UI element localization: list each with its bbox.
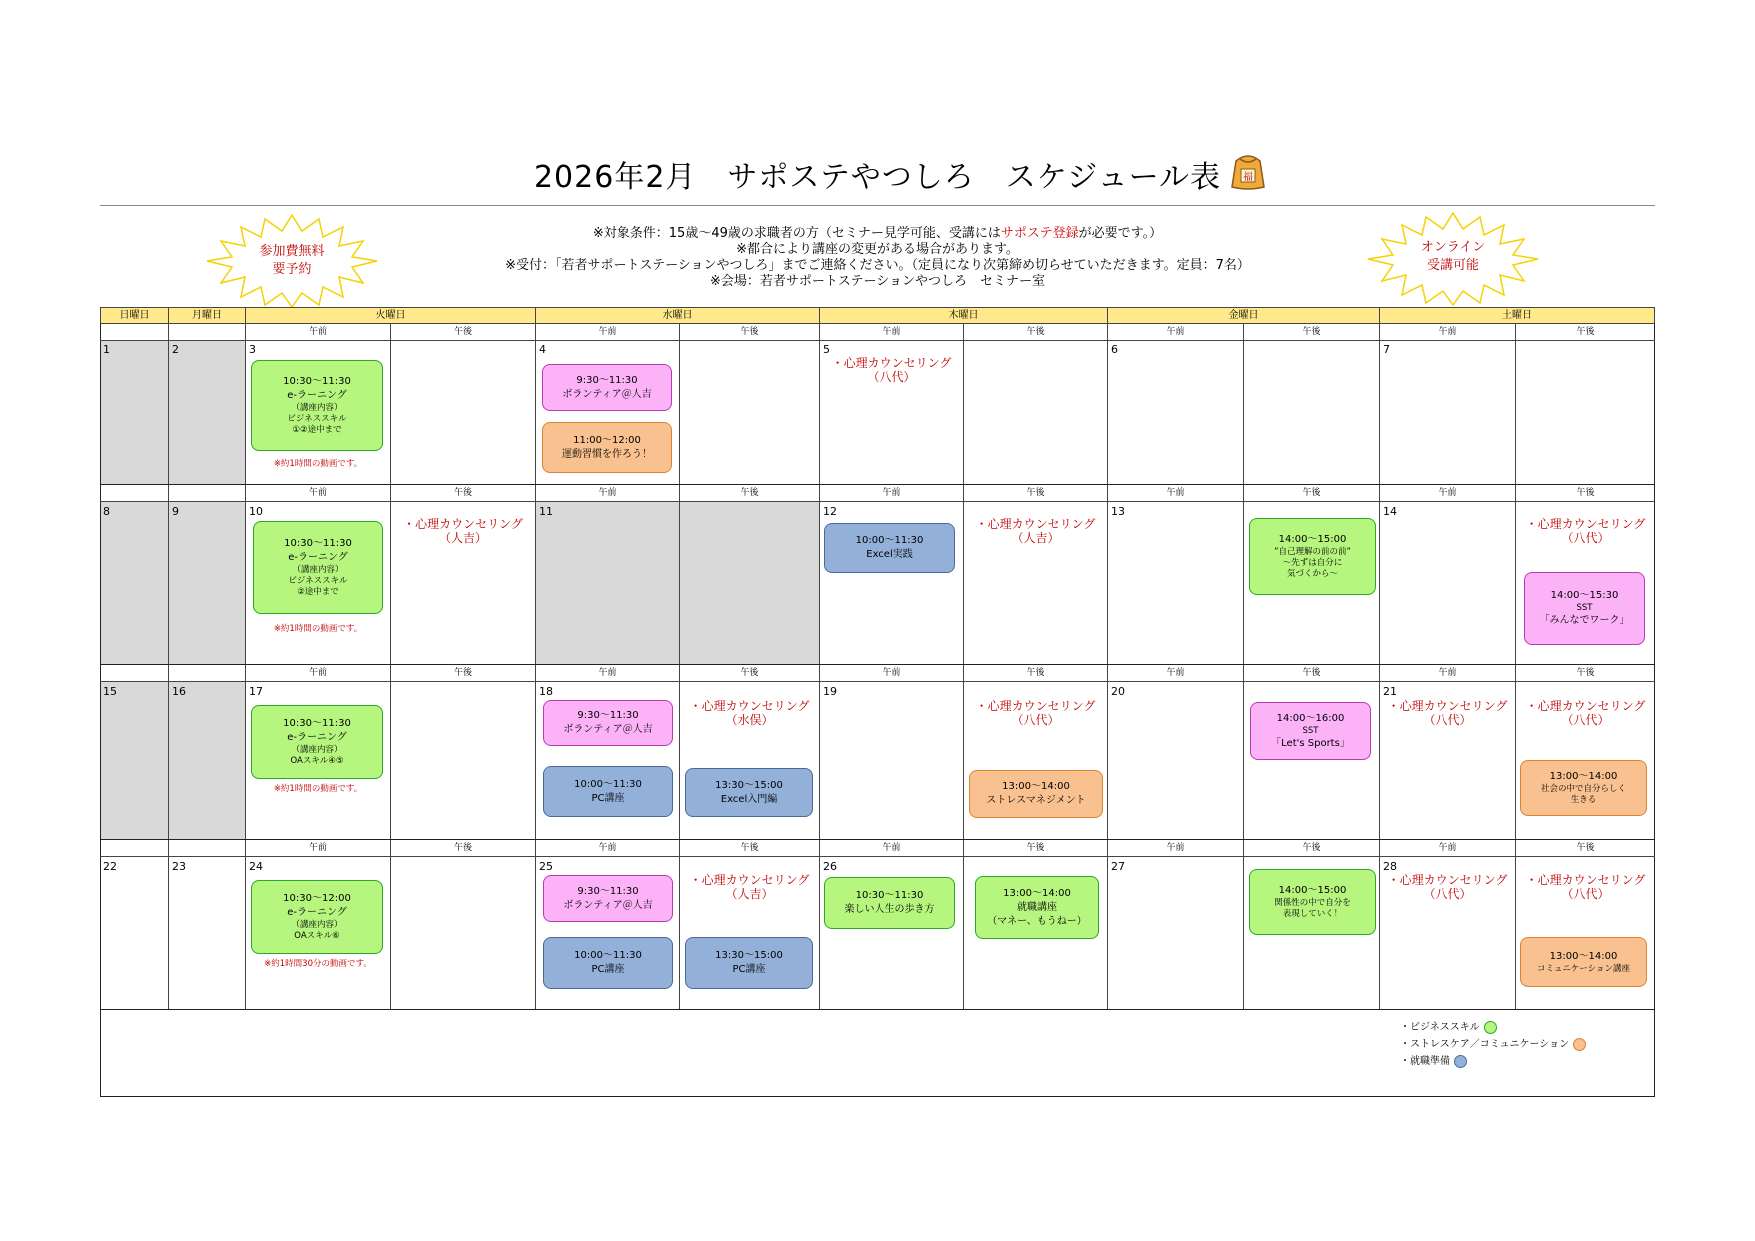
date-number: 3 <box>249 343 256 356</box>
am-label: 午前 <box>1166 668 1185 678</box>
online-badge: オンライン 受講可能 <box>1358 211 1548 307</box>
date-number: 19 <box>823 685 837 698</box>
pm-label: 午後 <box>1302 488 1321 498</box>
pm-label: 午後 <box>1302 843 1321 853</box>
day-header-sat: 土曜日 <box>1379 307 1655 324</box>
date-number: 16 <box>172 685 186 698</box>
event-e-learning[interactable]: 10:30～11:30 e-ラーニング （講座内容） ビジネススキル ②途中まで <box>253 521 383 614</box>
date-number: 17 <box>249 685 263 698</box>
date-number: 10 <box>249 505 263 518</box>
am-label: 午前 <box>1166 327 1185 337</box>
grid-line <box>168 324 169 1009</box>
orange-dot-icon <box>1573 1038 1586 1051</box>
counseling-label: ・心理カウンセリング （八代） <box>831 356 952 384</box>
pm-label: 午後 <box>453 488 472 498</box>
day-header-wed: 水曜日 <box>535 307 820 324</box>
pm-label: 午後 <box>1576 327 1595 337</box>
pm-label: 午後 <box>740 327 759 337</box>
event-e-learning[interactable]: 10:30～11:30 e-ラーニング （講座内容） OAスキル④⑤ <box>251 705 383 779</box>
video-note: ※約1時間の動画です。 <box>273 624 363 634</box>
counseling-label: ・心理カウンセリング （人吉） <box>403 517 523 545</box>
legend-job: ・就職準備 <box>1400 1052 1467 1068</box>
date-number: 4 <box>539 343 546 356</box>
event-excel-intro[interactable]: 13:30～15:00 Excel入門編 <box>685 768 813 817</box>
grid-line <box>100 681 1655 682</box>
pm-label: 午後 <box>453 668 472 678</box>
conditions-notes: ※対象条件：15歳～49歳の求職者の方（セミナー見学可能、受講にはサポステ登録が必要です。） ※都合により講座の変更がある場合があります。 ※受付：「若者サポートステーションやつしろ」までご連絡ください。（定員になり次第締め切らせていただきます。定員：7名） ※会場：若者サポートステーションやつしろ セミナー室 <box>505 226 1250 289</box>
svg-text:福: 福 <box>1243 172 1253 183</box>
pm-label: 午後 <box>453 843 472 853</box>
date-number: 25 <box>539 860 553 873</box>
date-number: 21 <box>1383 685 1397 698</box>
event-exercise[interactable]: 11:00～12:00 運動習慣を作ろう！ <box>542 422 672 473</box>
free-reservation-badge: 参加費無料 要予約 <box>197 213 387 309</box>
event-volunteer[interactable]: 9:30～11:30 ボランティア＠人吉 <box>543 700 673 746</box>
date-number: 18 <box>539 685 553 698</box>
gray-cell <box>536 502 819 664</box>
counseling-label: ・心理カウンセリング （八代） <box>1525 517 1646 545</box>
legend-stress: ・ストレスケア／コミュニケーション <box>1400 1035 1586 1051</box>
gray-cell <box>101 502 245 664</box>
legend-business: ・ビジネススキル <box>1400 1018 1497 1034</box>
green-dot-icon <box>1484 1021 1497 1034</box>
am-label: 午前 <box>1438 488 1457 498</box>
date-number: 26 <box>823 860 837 873</box>
grid-line <box>100 340 1655 341</box>
am-label: 午前 <box>598 843 617 853</box>
counseling-label: ・心理カウンセリング （八代） <box>1387 873 1508 901</box>
date-number: 12 <box>823 505 837 518</box>
event-pc-course[interactable]: 10:00～11:30 PC講座 <box>543 766 673 817</box>
am-label: 午前 <box>1438 668 1457 678</box>
event-life-walk[interactable]: 10:30～11:30 楽しい人生の歩き方 <box>824 877 955 929</box>
event-volunteer[interactable]: 9:30～11:30 ボランティア＠人吉 <box>543 875 673 922</box>
event-e-learning[interactable]: 10:30～12:00 e-ラーニング （講座内容） OAスキル⑥ <box>251 880 383 954</box>
counseling-label: ・心理カウンセリング （八代） <box>1525 699 1646 727</box>
pm-label: 午後 <box>1302 327 1321 337</box>
grid-line <box>100 1009 1655 1010</box>
event-communication[interactable]: 13:00～14:00 コミュニケーション講座 <box>1520 937 1647 987</box>
fukubukuro-icon <box>1228 149 1268 191</box>
pm-label: 午後 <box>1026 327 1045 337</box>
pm-label: 午後 <box>1026 668 1045 678</box>
date-number: 6 <box>1111 343 1118 356</box>
event-sst-sports[interactable]: 14:00～16:00 SST 「Let's Sports」 <box>1250 702 1371 760</box>
am-label: 午前 <box>1166 843 1185 853</box>
video-note: ※約1時間の動画です。 <box>273 784 363 794</box>
day-header-thu: 木曜日 <box>819 307 1108 324</box>
event-job-course[interactable]: 13:00～14:00 就職講座 （マネー、もうねー） <box>975 876 1099 939</box>
date-number: 2 <box>172 343 179 356</box>
pm-label: 午後 <box>740 668 759 678</box>
counseling-label: ・心理カウンセリング （人吉） <box>689 873 810 901</box>
counseling-label: ・心理カウンセリング （八代） <box>1525 873 1646 901</box>
am-label: 午前 <box>308 668 327 678</box>
pm-label: 午後 <box>740 843 759 853</box>
am-label: 午前 <box>308 843 327 853</box>
am-label: 午前 <box>598 488 617 498</box>
am-label: 午前 <box>308 327 327 337</box>
event-excel-practice[interactable]: 10:00～11:30 Excel実践 <box>824 523 955 573</box>
event-stress-management[interactable]: 13:00～14:00 ストレスマネジメント <box>969 770 1103 818</box>
page-title: 2026年2月 サポステやつしろ スケジュール表 <box>533 160 1222 195</box>
date-number: 27 <box>1111 860 1125 873</box>
pm-label: 午後 <box>1026 488 1045 498</box>
date-number: 23 <box>172 860 186 873</box>
video-note: ※約1時間30分の動画です。 <box>264 959 372 969</box>
date-number: 15 <box>103 685 117 698</box>
am-label: 午前 <box>882 488 901 498</box>
date-number: 8 <box>103 505 110 518</box>
date-number: 28 <box>1383 860 1397 873</box>
video-note: ※約1時間の動画です。 <box>273 459 363 469</box>
day-header-fri: 金曜日 <box>1107 307 1380 324</box>
date-number: 5 <box>823 343 830 356</box>
am-label: 午前 <box>598 327 617 337</box>
date-number: 13 <box>1111 505 1125 518</box>
date-number: 1 <box>103 343 110 356</box>
counseling-label: ・心理カウンセリング （人吉） <box>975 517 1096 545</box>
event-self-understanding[interactable]: 14:00～15:00 ”自己理解の前の前” ～先ずは自分に 気づくから～ <box>1249 518 1376 595</box>
counseling-label: ・心理カウンセリング （八代） <box>1387 699 1508 727</box>
event-pc-course[interactable]: 10:00～11:30 PC講座 <box>543 937 673 989</box>
am-label: 午前 <box>1438 327 1457 337</box>
am-label: 午前 <box>882 843 901 853</box>
pm-label: 午後 <box>1576 668 1595 678</box>
counseling-label: ・心理カウンセリング （八代） <box>975 699 1096 727</box>
event-volunteer[interactable]: 9:30～11:30 ボランティア＠人吉 <box>542 364 672 411</box>
event-pc-course[interactable]: 13:30～15:00 PC講座 <box>685 937 813 989</box>
day-header-mon: 月曜日 <box>168 307 246 324</box>
day-header-sun: 日曜日 <box>100 307 169 324</box>
gray-cell <box>101 682 245 839</box>
date-number: 24 <box>249 860 263 873</box>
am-label: 午前 <box>882 327 901 337</box>
gray-cell <box>101 341 245 484</box>
am-label: 午前 <box>882 668 901 678</box>
event-sst[interactable]: 14:00～15:30 SST 「みんなでワーク」 <box>1524 572 1645 645</box>
grid-line <box>100 856 1655 857</box>
counseling-label: ・心理カウンセリング （水俣） <box>689 699 810 727</box>
date-number: 20 <box>1111 685 1125 698</box>
title-divider <box>100 205 1655 206</box>
grid-line <box>100 501 1655 502</box>
date-number: 22 <box>103 860 117 873</box>
am-label: 午前 <box>598 668 617 678</box>
day-header-tue: 火曜日 <box>245 307 536 324</box>
event-self-expression[interactable]: 14:00～15:00 関係性の中で自分を 表現していく！ <box>1249 869 1376 935</box>
am-label: 午前 <box>308 488 327 498</box>
date-number: 14 <box>1383 505 1397 518</box>
event-social-life[interactable]: 13:00～14:00 社会の中で自分らしく 生きる <box>1520 760 1647 816</box>
date-number: 11 <box>539 505 553 518</box>
pm-label: 午後 <box>1576 488 1595 498</box>
pm-label: 午後 <box>1576 843 1595 853</box>
pm-label: 午後 <box>740 488 759 498</box>
am-label: 午前 <box>1166 488 1185 498</box>
pm-label: 午後 <box>453 327 472 337</box>
blue-dot-icon <box>1454 1055 1467 1068</box>
date-number: 7 <box>1383 343 1390 356</box>
date-number: 9 <box>172 505 179 518</box>
am-label: 午前 <box>1438 843 1457 853</box>
event-e-learning[interactable]: 10:30～11:30 e-ラーニング （講座内容） ビジネススキル ①②途中まで <box>251 360 383 451</box>
pm-label: 午後 <box>1026 843 1045 853</box>
pm-label: 午後 <box>1302 668 1321 678</box>
